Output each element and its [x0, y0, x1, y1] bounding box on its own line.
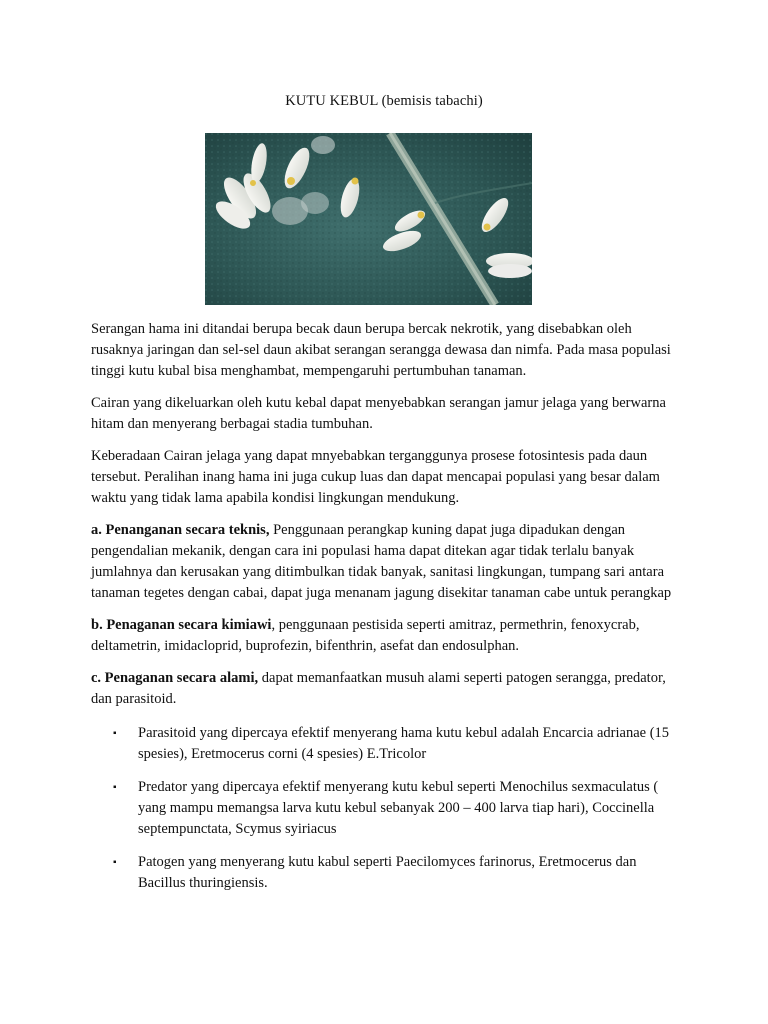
document-body: [91, 319, 681, 906]
document-title: KUTU KEBUL (bemisis tabachi): [285, 93, 483, 109]
list-item-text: Patogen yang menyerang kutu kabul seperti Paecilomyces farinorus, Eretmocerus dan Bacillus thuringiensis.: [138, 854, 637, 891]
section-heading: a. Penanganan secara teknis,: [91, 522, 270, 538]
paragraph-2: Cairan yang dikeluarkan oleh kutu kebal dapat menyebabkan serangan jamur jelaga yang berwarna hitam dan menyerang berbagai stadia tumbuhan.: [91, 395, 666, 432]
section-technical: [91, 520, 681, 604]
list-item: [91, 723, 681, 765]
list-item-text: Predator yang dipercaya efektif menyerang kutu kebul seperti Menochilus sexmaculatus ( yang mampu memangsa larva kutu kebul sebanyak 200 – 400 larva tiap hari), Coccinella septempunctata, Scymus syiriacus: [138, 779, 659, 837]
section-chemical: [91, 615, 681, 657]
section-text: dapat memanfaatkan musuh alami seperti patogen serangga, predator, dan parasitoid.: [91, 670, 666, 707]
bullet-icon: ▪: [113, 782, 117, 793]
paragraph-1: Serangan hama ini ditandai berupa becak daun berupa bercak nekrotik, yang disebabkan oleh rusaknya jaringan dan sel-sel daun akibat serangan serangga dewasa dan nimfa. Pada masa populasi tinggi kutu kubal bisa menghambat, mempengaruhi pertumbuhan tanaman.: [91, 321, 671, 379]
paragraph-3: Keberadaan Cairan jelaga yang dapat mnyebabkan terganggunya prosese fotosintesis pada daun tersebut. Peralihan inang hama ini juga cukup luas dan dapat mencapai populasi yang besar dalam waktu yang tidak lama apabila kondisi lingkungan mendukung.: [91, 448, 660, 506]
section-heading: b. Penaganan secara kimiawi: [91, 617, 272, 633]
list-item: [91, 852, 681, 894]
bullet-icon: ▪: [113, 857, 117, 868]
whitefly-photo: [205, 133, 532, 305]
section-natural: [91, 668, 681, 710]
section-text: , penggunaan pestisida seperti amitraz, permethrin, fenoxycrab, deltametrin, imidacloprid, buprofezin, bifenthrin, asefat dan endosulphan.: [91, 617, 640, 654]
list-item-text: Parasitoid yang dipercaya efektif menyerang hama kutu kebul adalah Encarcia adrianae (15 spesies), Eretmocerus corni (4 spesies) E.Tricolor: [138, 725, 670, 762]
bullet-list: [91, 723, 681, 894]
bullet-icon: ▪: [113, 728, 117, 739]
section-text: Penggunaan perangkap kuning dapat juga dipadukan dengan pengendalian mekanik, dengan cara ini populasi hama dapat ditekan agar tidak terlalu banyak jumlahnya dan kerusakan yang ditimbulkan tidak banyak, sanitasi lingkungan, tumpang sari antara tanaman tegetes dengan cabai, dapat juga menanam jagung disekitar tanaman cabe untuk perangkap: [91, 522, 672, 601]
list-item: [91, 777, 681, 840]
section-heading: c. Penaganan secara alami,: [91, 670, 259, 686]
